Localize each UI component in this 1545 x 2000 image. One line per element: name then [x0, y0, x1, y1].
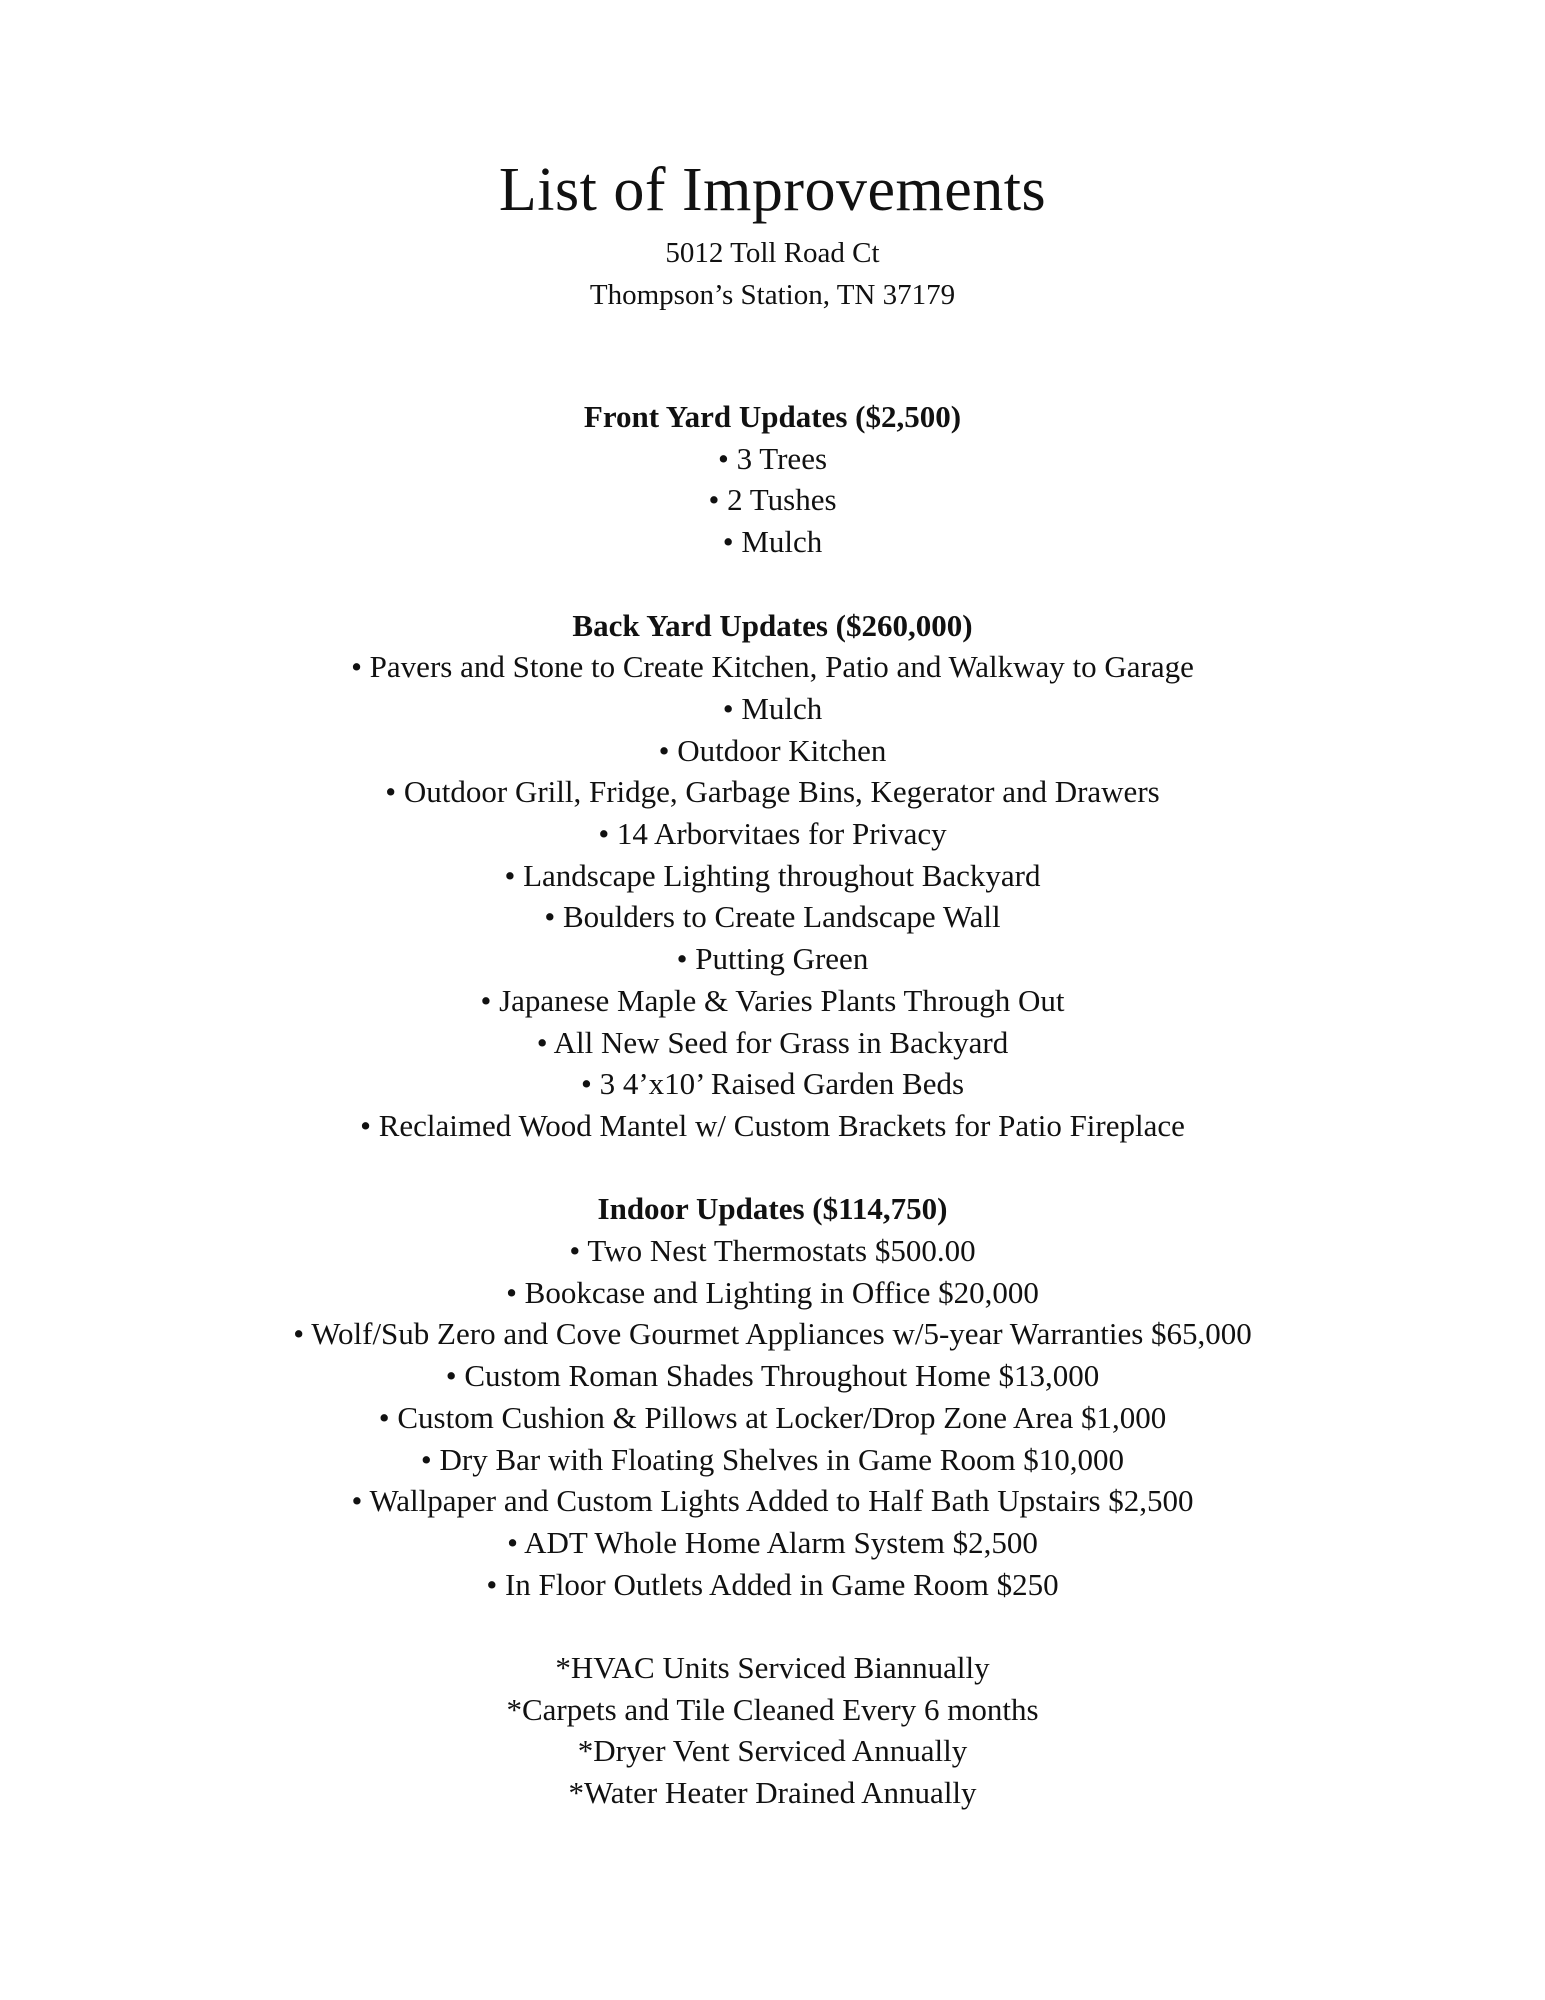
note-item: *Carpets and Tile Cleaned Every 6 months	[506, 1691, 1039, 1727]
list-item: • ADT Whole Home Alarm System $2,500	[507, 1524, 1038, 1560]
list-item: • Mulch	[722, 524, 823, 560]
list-item: • Japanese Maple & Varies Plants Through Out	[480, 982, 1065, 1018]
address-line-street: 5012 Toll Road Ct	[665, 237, 880, 269]
page-title: List of Improvements	[498, 156, 1047, 224]
list-item: • Custom Cushion & Pillows at Locker/Drop Zone Area $1,000	[378, 1399, 1167, 1435]
section-heading: Indoor Updates ($114,750)	[597, 1191, 948, 1227]
list-item: • 2 Tushes	[708, 482, 837, 518]
list-item: • Custom Roman Shades Throughout Home $13,000	[445, 1358, 1100, 1394]
section-indoor	[0, 1188, 1545, 1605]
list-item: • 3 4’x10’ Raised Garden Beds	[580, 1066, 965, 1102]
list-item: • In Floor Outlets Added in Game Room $250	[486, 1566, 1059, 1602]
note-item: *Water Heater Drained Annually	[568, 1775, 977, 1811]
list-item: • Boulders to Create Landscape Wall	[544, 899, 1001, 935]
list-item: • Wolf/Sub Zero and Cove Gourmet Appliances w/5-year Warranties $65,000	[293, 1316, 1252, 1352]
list-item: • Landscape Lighting throughout Backyard	[504, 857, 1041, 893]
list-item: • Outdoor Kitchen	[658, 732, 887, 768]
property-address	[0, 232, 1545, 316]
section-heading: Front Yard Updates ($2,500)	[583, 399, 962, 434]
list-item: • Two Nest Thermostats $500.00	[569, 1233, 976, 1269]
maintenance-notes	[0, 1647, 1545, 1814]
note-item: *Dryer Vent Serviced Annually	[577, 1733, 968, 1769]
list-item: • Pavers and Stone to Create Kitchen, Patio and Walkway to Garage	[351, 649, 1194, 685]
list-item: • Reclaimed Wood Mantel w/ Custom Brackets for Patio Fireplace	[360, 1107, 1185, 1143]
list-item: • Bookcase and Lighting in Office $20,000	[506, 1274, 1039, 1310]
address-line-city: Thompson’s Station, TN 37179	[589, 279, 956, 311]
list-item: • Wallpaper and Custom Lights Added to Half Bath Upstairs $2,500	[351, 1483, 1194, 1519]
section-heading: Back Yard Updates ($260,000)	[572, 607, 973, 643]
improvements-content	[0, 396, 1545, 1814]
list-item: • 14 Arborvitaes for Privacy	[598, 816, 947, 852]
note-item: *HVAC Units Serviced Biannually	[555, 1650, 990, 1686]
section-back-yard	[0, 605, 1545, 1147]
section-front-yard	[0, 396, 1545, 563]
list-item: • Mulch	[722, 690, 823, 726]
list-item: • Dry Bar with Floating Shelves in Game Room $10,000	[420, 1441, 1125, 1477]
list-item: • Outdoor Grill, Fridge, Garbage Bins, Kegerator and Drawers	[385, 774, 1160, 810]
list-item: • 3 Trees	[717, 440, 828, 476]
list-item: • Putting Green	[676, 941, 869, 977]
list-item: • All New Seed for Grass in Backyard	[536, 1024, 1009, 1060]
